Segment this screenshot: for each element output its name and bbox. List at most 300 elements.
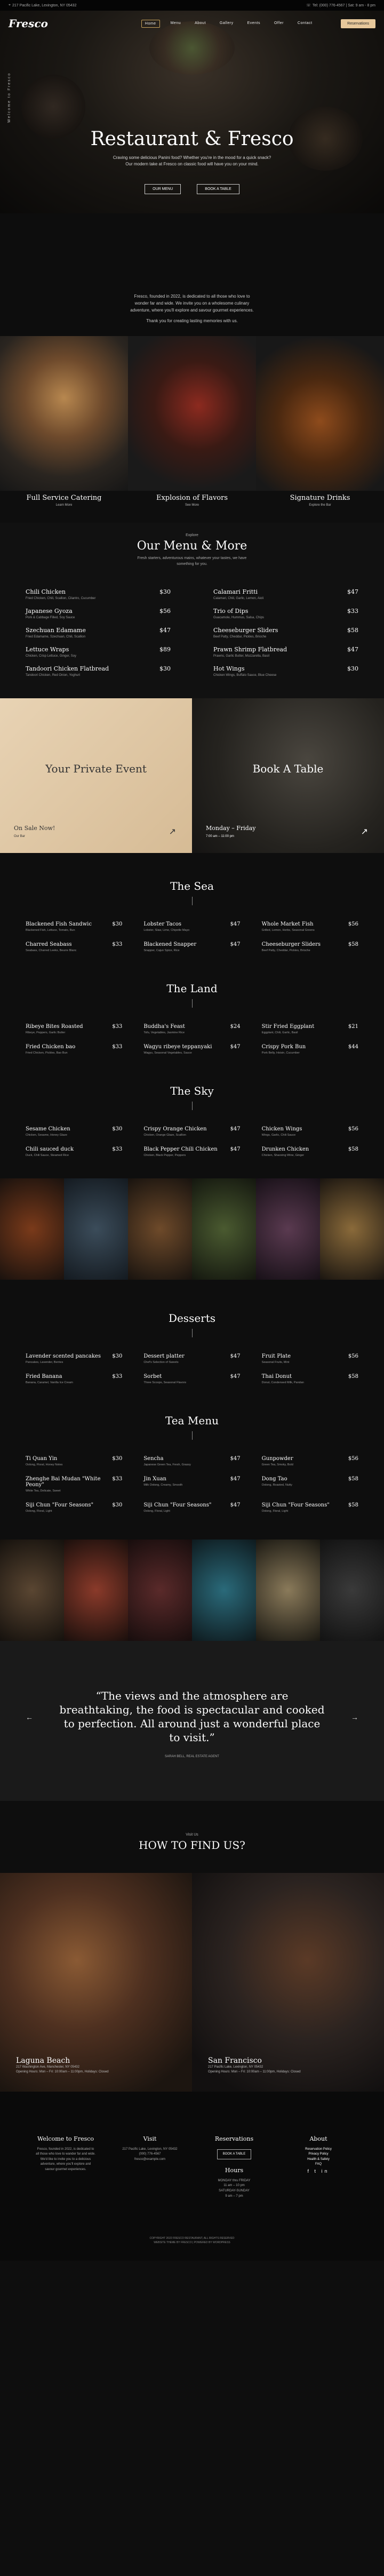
menu-item-desc: White Tea, Delicate, Sweet [26,1489,61,1493]
menu-item-desc: Three Scoops, Seasonal Flavors [143,1381,187,1384]
footer-about-col [26,2134,106,2199]
feature-caption [256,494,384,507]
menu-item-name: Charred Seabass [26,942,72,947]
menu-item [143,1126,240,1137]
menu-item-name: Chili sauced duck [26,1146,74,1152]
intro-section [0,213,384,336]
nav-contact[interactable]: Contact [297,21,313,25]
menu-item-desc: Oolong, Roasted, Nutty [261,1484,292,1487]
section-title: The Land [166,982,218,995]
menu-item-desc: Wings, Garlic, Chili Sauce [261,1134,296,1137]
menu-item-info [26,1374,73,1384]
menu-item [262,1044,358,1055]
footer-text: 11 am – 10 pm [223,2184,245,2188]
location-card[interactable] [192,1873,384,2092]
footer-text: savour gourmet experiences. [45,2167,86,2171]
menu-item [26,1374,122,1384]
footer-links-col [278,2134,358,2199]
menu-item [262,1502,358,1513]
menu-item [262,1146,358,1157]
menu-item-info [213,588,263,600]
menu-item-name: Gunpowder [261,1456,293,1462]
menu-item-price: $58 [348,1502,358,1508]
menu-item-price: $47 [230,1353,241,1359]
top-bar [0,0,384,11]
arrow-up-right-icon[interactable]: ↗ [169,827,176,836]
phone-info [306,3,375,7]
divider [192,1431,193,1440]
menu-item-info [262,1024,315,1034]
gallery-image[interactable] [0,1178,64,1280]
footer-text: adventure, where you'll explore and [40,2163,91,2166]
menu-item-price: $56 [348,1126,358,1132]
menu-item-desc: Tofu, Vegetables, Jasmine Rice [143,1031,185,1034]
menu-item-desc: Chicken, Shaoxing Wine, Ginger [261,1154,305,1157]
menu-item-name: Wagyu ribeye teppanyaki [143,1044,212,1050]
menu-item-desc: Ribeye, Peppers, Garlic Butter [26,1031,66,1034]
menu-item-price: $47 [230,942,241,947]
feature-caption [0,494,128,507]
gallery-image[interactable] [320,1540,384,1641]
desserts-grid [26,1353,358,1384]
nav-links [141,20,316,28]
menu-item-name: Jin Xuan [143,1476,167,1482]
main-nav [0,17,384,30]
menu-item [213,646,358,658]
menu-item [26,665,171,677]
menu-item-name: Siji Chun "Four Seasons" [261,1502,330,1508]
side-label: Welcome to Fresco [7,72,11,123]
menu-item-price: $58 [347,627,358,634]
menu-item [26,608,171,619]
menu-item-name: Stir Fried Eggplant [261,1024,315,1030]
menu-item-desc: Japanese Green Tea, Fresh, Grassy [143,1463,191,1466]
menu-item [262,1456,358,1466]
footer-address: 217 Pacific Lake, Lexington, NY 05432 [122,2147,178,2151]
menu-item-desc: Chef's Selection of Sweets [143,1361,179,1364]
nav-menu[interactable]: Menu [170,21,181,25]
tile-bottom-text: On Sale Now! [14,825,55,832]
location-name: San Francisco [208,2056,262,2065]
menu-item-name: Lobster Tacos [143,921,182,927]
menu-item-desc: Guacamole, Hummus, Salsa, Chips [213,616,265,619]
sea-section [0,853,384,958]
feature-card-drinks[interactable] [256,336,384,523]
menu-item-price: $47 [230,921,241,927]
menu-item [143,1146,240,1157]
menu-item-price: $30 [112,1502,123,1508]
menu-item-price: $58 [348,1374,358,1379]
menu-item-name: Thai Donut [261,1374,292,1379]
menu-item-price: $30 [159,665,171,672]
menu-item-price: $24 [230,1024,241,1030]
menu-item-info [26,1044,75,1055]
menu-item-info [262,942,321,952]
menu-item-desc: Fried Edamame, Szechuan, Chili, Scallion [26,635,86,639]
menu-item-info [262,1502,330,1513]
footer-text: MONDAY thru FRIDAY [218,2179,251,2182]
menu-item [143,921,240,932]
menu-item-info [26,1502,93,1513]
find-title: HOW TO FIND US? [139,1839,245,1852]
feature-card-catering[interactable] [0,336,128,523]
footer-link[interactable]: Health & Safety [307,2157,330,2161]
location-details [208,2065,301,2075]
menu-item-info [213,646,287,658]
gallery-image[interactable] [256,1540,320,1641]
menu-item [143,1476,240,1493]
location-hours: Opening Hours: Mon – Fri: 10:00am – 11:00pm, Holidays: Closed [16,2070,109,2073]
menu-item-name: Fruit Plate [261,1353,291,1359]
menu-item-info [143,1476,182,1493]
intro-line: Fresco, founded in 2022, is dedicated to all those who love to [134,294,250,299]
menu-item-desc: Grilled, Lemon, Herbs, Seasonal Greens [261,929,315,932]
feature-link[interactable]: Learn More [55,504,73,507]
feature-card-flavors[interactable] [128,336,256,523]
menu-subtitle [26,556,358,567]
menu-item-price: $56 [348,1353,358,1359]
arrow-up-right-icon[interactable]: ↗ [361,827,368,836]
menu-item-info [262,1353,291,1364]
menu-item-desc: Blackened Fish, Lettuce, Tomato, Bun [26,929,75,932]
menu-item-desc: Milk Oolong, Creamy, Smooth [143,1484,183,1487]
promo-section [0,698,384,853]
menu-item-desc: Calamari, Chili, Garlic, Lemon, Aioli [213,597,264,600]
intro-line: wonder far and wide. We invite you on a wholesome culinary [134,300,250,306]
tile-sub-text: Our Bar [14,835,26,838]
menu-item-price: $47 [230,1476,241,1482]
menu-item-info [213,627,278,639]
menu-item-name: Tandoori Chicken Flatbread [26,665,109,672]
menu-item-price: $30 [159,588,171,595]
footer-text: We'd like to invite you to a delicious [40,2157,91,2161]
footer-reservations-col [194,2134,274,2199]
menu-item-name: Whole Market Fish [261,921,314,927]
menu-item [143,1502,240,1513]
menu-subtitle-line: something for you. [177,562,207,566]
menu-item [26,588,171,600]
testimonial-quote [0,1689,384,1744]
section-title: The Sky [170,1084,214,1097]
menu-item-name: Buddha's Feast [143,1024,185,1030]
menu-item-price: $56 [348,1456,358,1462]
menu-item-price: $47 [230,1126,241,1132]
menu-item-desc: Pork Belly, Hoisin, Cucumber [261,1051,300,1055]
menu-item-name: Siji Chun "Four Seasons" [143,1502,212,1508]
menu-item-info [143,1044,212,1055]
menu-item-info [26,1476,112,1493]
tile-title: Your Private Event [45,762,147,775]
menu-item-price: $33 [112,942,123,947]
site-footer [0,2092,384,2261]
location-card[interactable] [0,1873,192,2092]
menu-item-desc: Oolong, Floral, Light [261,1510,289,1513]
menu-item-price: $47 [347,646,358,653]
menu-item-info [213,608,264,619]
desserts-section [0,1280,384,1390]
arrow-left-icon[interactable]: ← [26,1713,33,1721]
footer-heading: About [309,2135,327,2142]
menu-item-name: Prawn Shrimp Flatbread [213,646,287,653]
gallery-image[interactable] [128,1178,192,1280]
features-section [0,336,384,523]
reservations-button[interactable]: Reservations [341,19,375,28]
menu-item [262,1476,358,1493]
menu-title: Our Menu & More [137,539,247,553]
nav-offer[interactable]: Offer [274,21,284,25]
gallery-image[interactable] [192,1178,256,1280]
menu-item [143,1456,240,1466]
menu-item-info [26,588,95,600]
menu-item-price: $56 [159,608,171,615]
menu-item-name: Lavender scented pancakes [26,1353,101,1359]
menu-item-info [262,1456,293,1466]
menu-item-info [143,1374,186,1384]
menu-item-info [26,646,76,658]
menu-item-name: Crispy Orange Chicken [143,1126,207,1132]
land-grid [26,1024,358,1055]
menu-item [143,1353,240,1364]
land-section [0,958,384,1060]
menu-item [26,646,171,658]
menu-item [262,1374,358,1384]
menu-item-desc: Wagyu, Seasonal Vegetables, Sauce [143,1051,192,1055]
arrow-right-icon[interactable]: → [351,1713,358,1721]
quote-line: to visit.” [169,1731,215,1744]
menu-grid [26,588,358,677]
phone-text: Tel: (000) 776-4567 | Sat: 9 am - 8 pm [312,3,375,7]
location-name: Laguna Beach [16,2056,70,2065]
menu-item-desc: Beef Patty, Cheddar, Pickles, Brioche [213,635,267,639]
hero-title: Restaurant & Fresco [90,128,294,150]
menu-item-desc: Chicken, Black Pepper, Peppers [143,1154,186,1157]
menu-item [213,588,358,600]
gallery-image[interactable] [64,1178,128,1280]
location-pin-icon: ⌖ [9,3,11,7]
menu-item-price: $58 [348,942,358,947]
menu-item-name: Fried Chicken bao [26,1044,76,1050]
menu-item-price: $58 [348,1146,358,1152]
menu-item-info [26,1353,101,1364]
tile-title: Book A Table [252,762,324,775]
menu-item-name: Sorbet [143,1374,162,1379]
menu-item [143,942,240,952]
menu-item-price: $47 [347,588,358,595]
menu-item-info [26,608,75,619]
menu-item-info [26,665,109,677]
section-title: Tea Menu [165,1414,219,1427]
menu-item-name: Chili Chicken [26,588,66,595]
menu-item-desc: Oolong, Floral, Light [143,1510,170,1513]
footer-text: SATURDAY-SUNDAY [219,2189,250,2192]
menu-item-info [143,1024,185,1034]
menu-item-price: $30 [112,921,123,927]
hero-section [0,11,384,213]
gallery-image[interactable] [256,1178,320,1280]
menu-item-name: Trio of Dips [213,608,249,615]
feature-link[interactable]: See More [185,504,199,507]
footer-link[interactable]: FAQ [315,2163,322,2166]
menu-item [26,1146,122,1157]
footer-text: all those who love to wander far and wide. [36,2152,95,2156]
menu-item-info [143,1146,217,1157]
food-gallery [0,1178,384,1280]
menu-item-name: Cheeseburger Sliders [213,627,278,634]
book-table-button[interactable]: BOOK A TABLE [197,184,239,194]
menu-item [26,1476,122,1493]
book-table-tile[interactable] [192,698,384,853]
social-icons[interactable]: f t in [307,2168,330,2174]
divider [192,999,193,1008]
hero-buttons [0,184,384,194]
menu-item-name: Zhenghe Bai Mudan "White Peony" [26,1476,101,1488]
tile-bottom-text: Monday – Friday [206,825,256,832]
gallery-image[interactable] [128,1540,192,1641]
menu-item-desc: Fried Chicken, Chili, Scallion, Cilantro, Cucumber [26,597,96,600]
menu-item-info [26,942,76,952]
nav-about[interactable]: About [195,21,206,25]
menu-item [26,1456,122,1466]
menu-item-price: $30 [112,1126,123,1132]
menu-item-name: Lettuce Wraps [26,646,69,653]
footer-link[interactable]: Reservation Policy [305,2147,332,2151]
intro-line: adventure, where you'll explore and savour gourmet experiences. [130,307,254,313]
divider [192,897,193,905]
menu-item [262,1024,358,1034]
menu-item-info [262,921,315,932]
intro-line: Thank you for creating lasting memories with us. [146,318,238,324]
menu-item-price: $30 [112,1456,123,1462]
nav-events[interactable]: Events [247,21,260,25]
menu-item-name: Chicken Wings [261,1126,302,1132]
menu-item-info [262,1374,304,1384]
copyright-line: COPYRIGHT 2022 FRESCO RESTAURANT, ALL RIGHTS RESERVED [149,2237,235,2240]
footer-heading: Hours [225,2167,244,2174]
tea-grid [26,1456,358,1513]
menu-item [26,1353,122,1364]
menu-item-desc: Oolong, Floral, Honey Notes [26,1463,63,1466]
divider [192,1102,193,1110]
menu-item-info [26,627,86,639]
locations [0,1873,384,2092]
menu-item [26,1024,122,1034]
menu-item-price: $30 [347,665,358,672]
menu-item-name: Crispy Pork Bun [261,1044,306,1050]
quote-line: to perfection. All around just a wonderful place [63,1717,321,1730]
menu-item-price: $47 [230,1502,241,1508]
menu-item-price: $30 [112,1353,123,1359]
menu-item-name: Ribeye Bites Roasted [26,1024,83,1030]
menu-item [213,608,358,619]
menu-item [26,627,171,639]
menu-item [26,1126,122,1137]
footer-text: Fresco, founded in 2022, is dedicated to [37,2147,94,2151]
menu-item-desc: Banana, Caramel, Vanilla Ice Cream [26,1381,73,1384]
nav-home[interactable]: Home [141,20,160,28]
menu-item-name: Cheeseburger Sliders [261,942,321,947]
nav-gallery[interactable]: Gallery [219,21,234,25]
menu-item [262,1126,358,1137]
menu-item-price: $47 [230,1146,241,1152]
hero-subtitle-line: Our modern take at Fresco on classic food will have you on your mind. [125,162,259,166]
phone-icon: ☏ [306,4,311,7]
menu-item-info [143,1456,191,1466]
menu-item-desc: Pork & Cabbage Filled, Soy Sauce [26,616,75,619]
menu-item-price: $47 [230,1374,241,1379]
location-address: 217 Washington Ave, Manchester, NY 05432 [16,2065,79,2069]
menu-item-name: Blackened Fish Sandwic [26,921,92,927]
menu-item-name: Szechuan Edamame [26,627,86,634]
testimonial-section [0,1641,384,1801]
menu-kicker: Explore [186,533,198,537]
footer-columns [26,2134,358,2199]
feature-image [0,336,128,491]
menu-item [26,1502,122,1513]
menu-item-name: Fried Banana [26,1374,62,1379]
tile-sub-text: 7:00 am – 11:00 pm [206,835,234,838]
footer-phone[interactable]: (000) 776-4567 [139,2152,161,2156]
gallery-image[interactable] [64,1540,128,1641]
menu-item [143,1374,240,1384]
menu-item-desc: Prawns, Garlic Butter, Mozzarella, Basil [213,655,270,658]
menu-item-price: $44 [348,1044,358,1050]
tea-section [0,1390,384,1518]
gallery-image[interactable] [320,1178,384,1280]
menu-item-desc: Chicken Wings, Buffalo Sauce, Blue Cheese [213,674,277,677]
find-us-section [0,1801,384,2092]
footer-book-button[interactable]: BOOK A TABLE [217,2149,251,2160]
menu-item-desc: Seabass, Charred Leeks, Beurre Blanc [26,949,77,952]
sky-section [0,1060,384,1162]
menu-item-desc: Donut, Condensed Milk, Pandan [261,1381,304,1384]
menu-item-desc: Pancakes, Lavender, Berries [26,1361,63,1364]
menu-item-price: $33 [112,1146,123,1152]
menu-item-name: Sencha [143,1456,164,1462]
gallery-image[interactable] [192,1540,256,1641]
menu-item [26,942,122,952]
footer-link[interactable]: Privacy Policy [308,2152,329,2156]
feature-title: Full Service Catering [26,494,102,502]
private-event-tile[interactable] [0,698,192,853]
menu-item-name: Japanese Gyoza [26,608,73,615]
menu-item-info [262,1146,309,1157]
copyright-line: WEBSITE THEME BY FRESCO | POWERED BY WORDPRESS [154,2241,230,2245]
menu-item [262,921,358,932]
menu-item-price: $33 [112,1476,123,1482]
menu-item-desc: Oolong, Floral, Light [26,1510,52,1513]
gallery-image[interactable] [0,1540,64,1641]
site-logo[interactable]: Fresco [9,17,48,30]
menu-item [213,627,358,639]
location-hours: Opening Hours: Mon – Fri: 10:00am – 11:00pm, Holidays: Closed [208,2070,301,2073]
menu-item-info [213,665,276,677]
our-menu-button[interactable]: OUR MENU [145,184,181,194]
footer-email[interactable]: fresco@example.com [134,2157,166,2161]
divider [192,1329,193,1337]
menu-item-name: Sesame Chicken [26,1126,70,1132]
menu-item [143,1044,240,1055]
menu-item-desc: Chicken, Orange Glaze, Scallion [143,1134,186,1137]
menu-item-desc: Chicken, Sesame, Honey Glaze [26,1134,67,1137]
menu-item-name: Calamari Fritti [213,588,258,595]
menu-item-price: $47 [230,1456,241,1462]
copyright [26,2236,358,2245]
menu-item [262,942,358,952]
menu-item-desc: Seasonal Fruits, Mint [261,1361,290,1364]
feature-image [128,336,256,491]
menu-item-info [143,1353,184,1364]
feature-link[interactable]: Explore the Bar [309,504,331,507]
